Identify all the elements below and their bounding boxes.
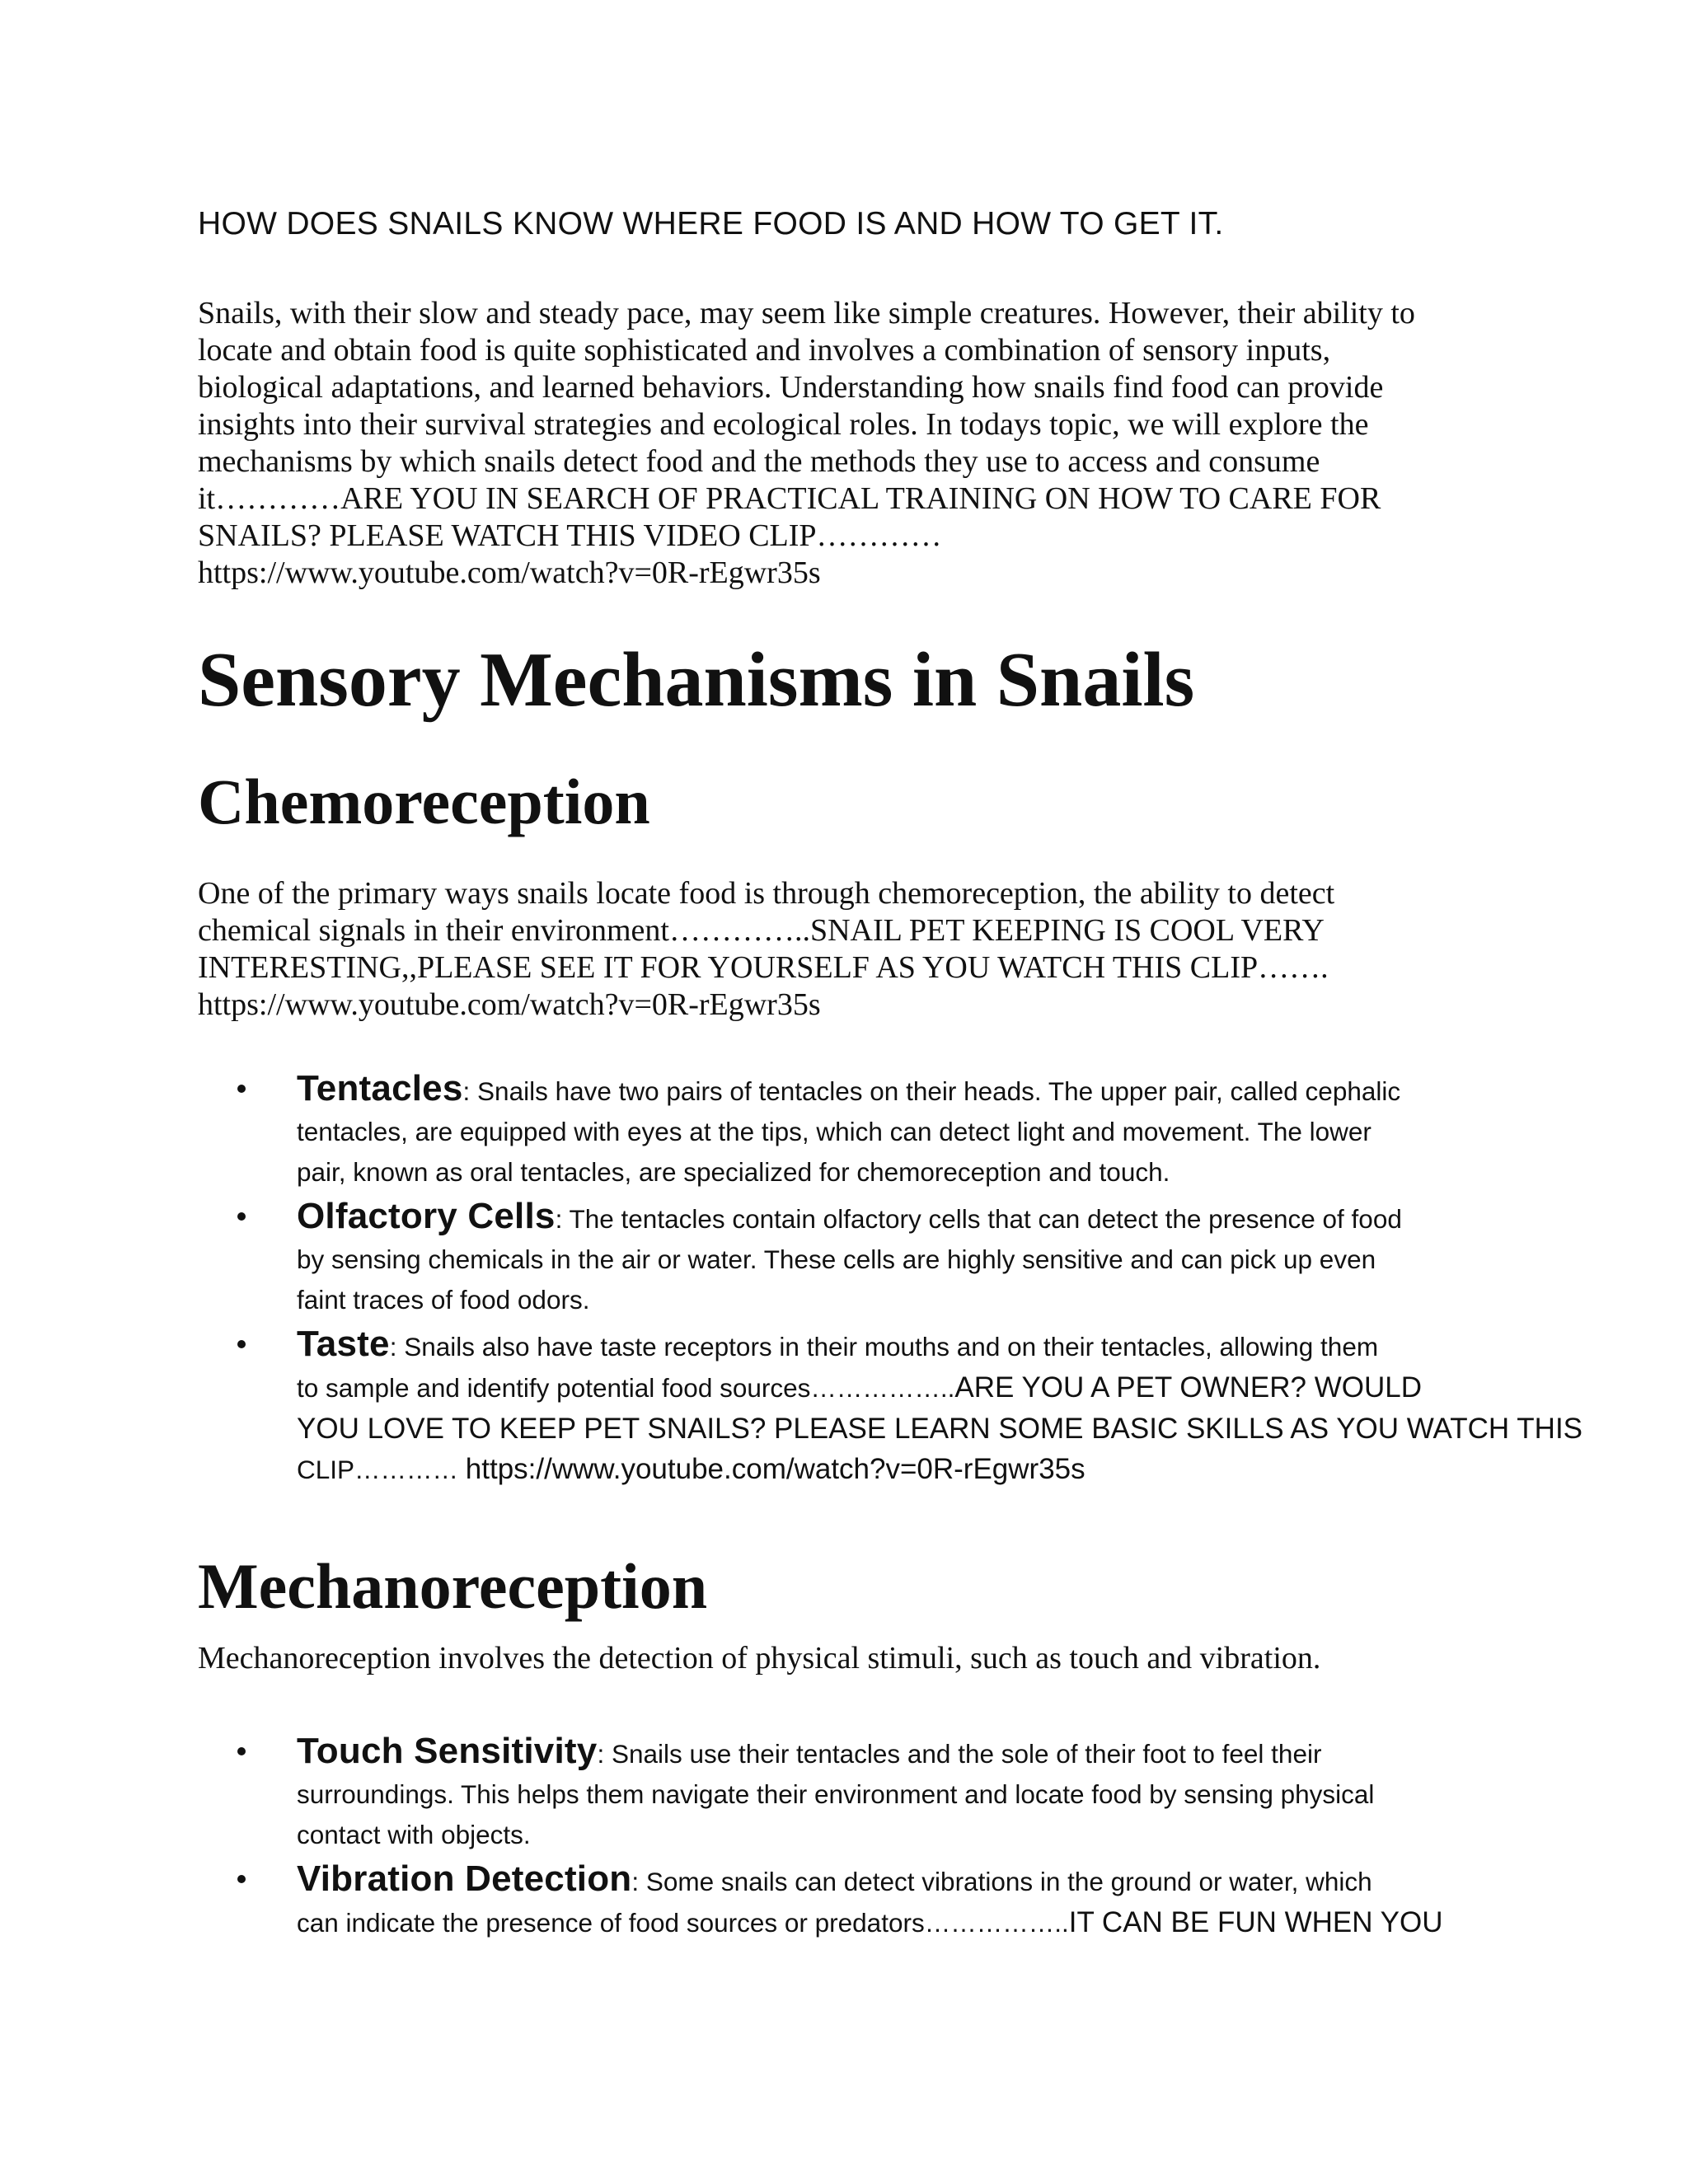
bullet-first-line	[297, 1068, 1500, 1112]
heading-chemoreception: Chemoreception	[198, 766, 650, 837]
mechanoreception-paragraph	[198, 1640, 1533, 1677]
bullet-first-line	[297, 1731, 1500, 1774]
bullet-text: to sample and identify potential food sources……………..	[297, 1373, 955, 1403]
mechanoreception-bullet-list	[198, 1731, 1500, 1947]
intro-line: SNAILS? PLEASE WATCH THIS VIDEO CLIP…………	[198, 518, 942, 553]
bullet-text: : The tentacles contain olfactory cells that can detect the presence of food	[555, 1204, 1402, 1234]
bullet-line: tentacles, are equipped with eyes at the tips, which can detect light and movement. The lower	[297, 1117, 1372, 1146]
chemo-line: One of the primary ways snails locate food is through chemoreception, the ability to detect	[198, 876, 1335, 911]
heading-sensory-mechanisms: Sensory Mechanisms in Snails	[198, 637, 1195, 723]
bullet-olfactory-cells	[198, 1196, 1500, 1320]
bullet-first-line	[297, 1858, 1500, 1902]
chemo-url: https://www.youtube.com/watch?v=0R-rEgwr35s	[198, 987, 821, 1022]
bullet-term: Taste	[297, 1324, 390, 1364]
mechano-line: Mechanoreception involves the detection of physical stimuli, such as touch and vibration.	[198, 1641, 1321, 1675]
bullet-dot-icon	[237, 1747, 246, 1755]
chemoreception-paragraph	[198, 875, 1500, 1024]
bullet-dot-icon	[237, 1340, 246, 1348]
bullet-text: CLIP…………	[297, 1455, 466, 1484]
chemoreception-bullet-list	[198, 1068, 1583, 1493]
heading-mechanoreception: Mechanoreception	[198, 1550, 708, 1622]
chemo-line: INTERESTING,,PLEASE SEE IT FOR YOURSELF AS YOU WATCH THIS CLIP…….	[198, 950, 1329, 985]
bullet-line	[297, 1449, 1500, 1490]
chemo-line: chemical signals in their environment…………..SNAIL PET KEEPING IS COOL VERY	[198, 913, 1325, 948]
bullet-touch-sensitivity	[198, 1731, 1500, 1855]
bullet-text: : Snails use their tentacles and the sole of their foot to feel their	[597, 1739, 1322, 1769]
intro-line: insights into their survival strategies and ecological roles. In todays topic, we will explore the	[198, 407, 1369, 442]
bullet-line: surroundings. This helps them navigate their environment and locate food by sensing physical	[297, 1779, 1375, 1809]
bullet-callout: IT CAN BE FUN WHEN YOU	[1068, 1906, 1443, 1938]
bullet-dot-icon	[237, 1212, 246, 1221]
document-title: HOW DOES SNAILS KNOW WHERE FOOD IS AND HOW TO GET IT.	[198, 206, 1224, 241]
intro-line: mechanisms by which snails detect food and the methods they use to access and consume	[198, 444, 1320, 479]
bullet-taste	[198, 1324, 1583, 1490]
bullet-text: : Snails have two pairs of tentacles on their heads. The upper pair, called cephalic	[462, 1076, 1401, 1106]
bullet-url: https://www.youtube.com/watch?v=0R-rEgwr35s	[465, 1453, 1085, 1485]
intro-paragraph	[198, 295, 1500, 592]
bullet-tentacles	[198, 1068, 1500, 1193]
bullet-term: Tentacles	[297, 1068, 463, 1108]
bullet-text: : Snails also have taste receptors in their mouths and on their tentacles, allowing them	[389, 1332, 1379, 1361]
bullet-callout: ARE YOU A PET OWNER? WOULD	[954, 1371, 1423, 1404]
intro-line: locate and obtain food is quite sophisticated and involves a combination of sensory inputs,	[198, 333, 1331, 368]
bullet-first-line	[297, 1196, 1500, 1240]
bullet-vibration-detection	[198, 1858, 1500, 1943]
bullet-line: contact with objects.	[297, 1820, 531, 1849]
bullet-dot-icon	[237, 1875, 246, 1883]
bullet-line: pair, known as oral tentacles, are specialized for chemoreception and touch.	[297, 1157, 1170, 1187]
bullet-line	[297, 1367, 1500, 1408]
bullet-text: can indicate the presence of food sources or predators……………..	[297, 1908, 1069, 1938]
bullet-line: by sensing chemicals in the air or water. These cells are highly sensitive and can pick up even	[297, 1244, 1376, 1274]
bullet-callout: YOU LOVE TO KEEP PET SNAILS? PLEASE LEARN SOME BASIC SKILLS AS YOU WATCH THIS	[297, 1413, 1583, 1445]
bullet-term: Olfactory Cells	[297, 1196, 556, 1236]
intro-url: https://www.youtube.com/watch?v=0R-rEgwr35s	[198, 555, 821, 590]
bullet-first-line	[297, 1324, 1500, 1367]
bullet-line	[297, 1902, 1500, 1943]
intro-line: it…………ARE YOU IN SEARCH OF PRACTICAL TRAINING ON HOW TO CARE FOR	[198, 481, 1381, 516]
intro-line: Snails, with their slow and steady pace, may seem like simple creatures. However, their ability to	[198, 296, 1415, 330]
bullet-dot-icon	[237, 1085, 246, 1093]
intro-line: biological adaptations, and learned behaviors. Understanding how snails find food can provide	[198, 370, 1384, 405]
bullet-term: Touch Sensitivity	[297, 1731, 598, 1771]
bullet-line: faint traces of food odors.	[297, 1285, 590, 1315]
bullet-term: Vibration Detection	[297, 1858, 632, 1899]
bullet-text: : Some snails can detect vibrations in the ground or water, which	[631, 1867, 1372, 1896]
